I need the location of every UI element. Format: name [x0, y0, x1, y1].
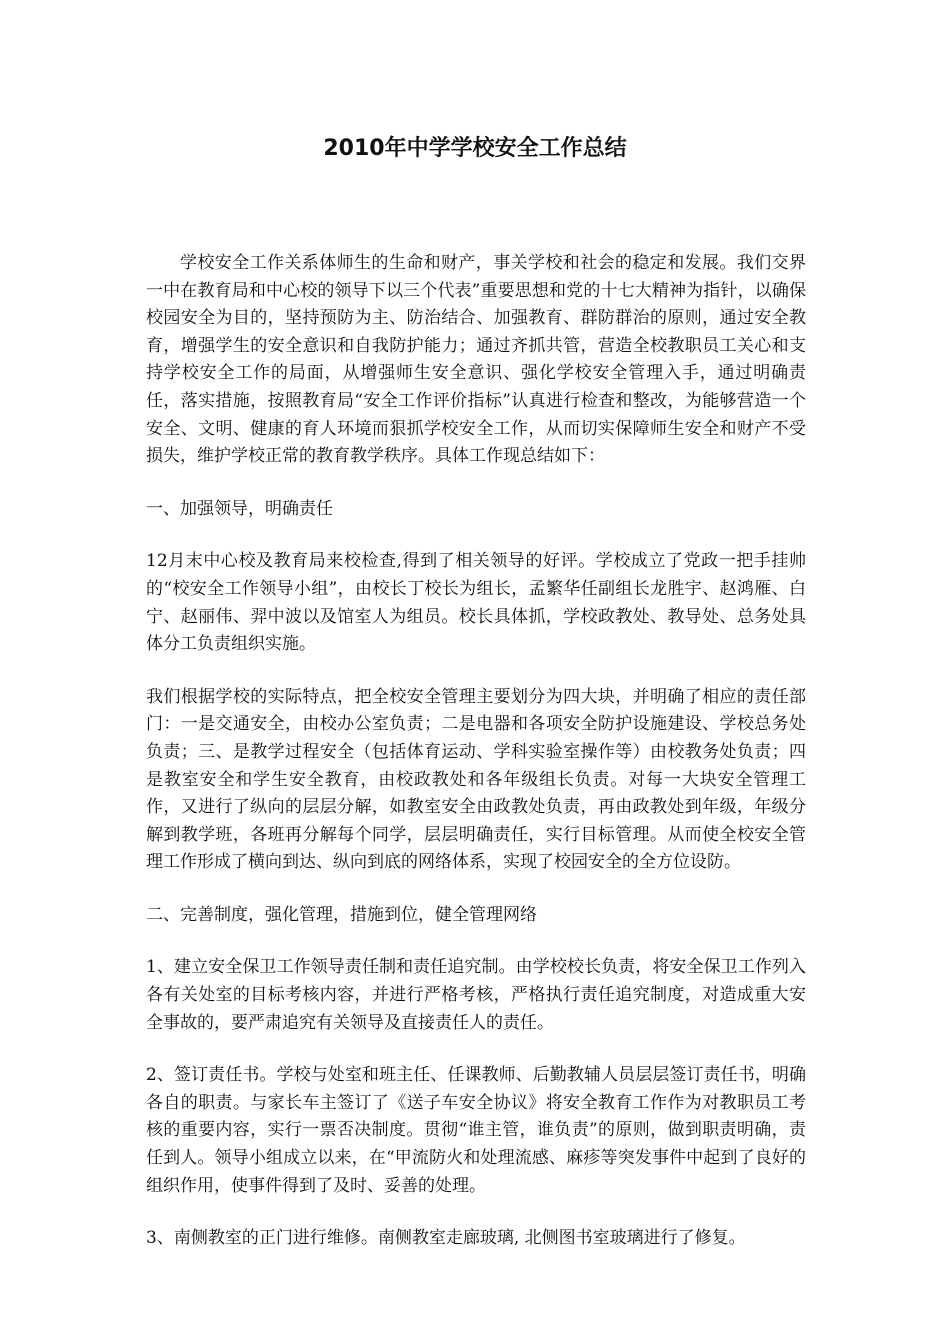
paragraph-item-3: 3、南侧教室的正门进行维修。南侧教室走廊玻璃, 北侧图书室玻璃进行了修复。	[146, 1228, 746, 1249]
document-title: 2010年中学学校安全工作总结	[323, 136, 627, 161]
section-heading-2: 二、完善制度，强化管理，措施到位，健全管理网络	[146, 904, 537, 925]
paragraph-intro: 学校安全工作关系体师生的生命和财产，事关学校和社会的稳定和发展。我们交界一中在教育局和中心校的领导下以三个代表”重要思想和党的十七大精神为指针，以确保校园安全为目的，坚持预防为主、防治结合、加强教育、群防群治的原则，通过安全教育，增强学生的安全意识和自我防护能力；通过齐抓共管，营造全校教职员工关心和支持学校安全工作的局面，从增强师生安全意识、强化学校安全管理入手，通过明确责任，落实措施，按照教育局“安全工作评价指标”认真进行检查和整改，为能够营造一个安全、文明、健康的育人环境而狠抓学校安全工作，从而切实保障师生安全和财产不受损失，维护学校正常的教育教学秩序。具体工作现总结如下：	[146, 253, 806, 467]
paragraph-item-1: 1、建立安全保卫工作领导责任制和责任追究制。由学校校长负责，将安全保卫工作列入各有关处室的目标考核内容，并进行严格考核，严格执行责任追究制度，对造成重大安全事故的，要严肃追究有关领导及直接责任人的责任。	[146, 957, 806, 1033]
document-body	[146, 250, 806, 1278]
paragraph-responsibility: 我们根据学校的实际特点，把全校安全管理主要划分为四大块，并明确了相应的责任部门：一是交通安全，由校办公室负责；二是电器和各项安全防护设施建设、学校总务处负责；三、是教学过程安全（包括体育运动、学科实验室操作等）由校教务处负责；四是教室安全和学生安全教育，由校政教处和各年级组长负责。对每一大块安全管理工作，又进行了纵向的层层分解，如教室安全由政教处负责，再由政教处到年级，年级分解到教学班，各班再分解每个同学，层层明确责任，实行目标管理。从而使全校安全管理工作形成了横向到达、纵向到底的网络体系，实现了校园安全的全方位设防。	[146, 686, 806, 873]
section-heading-1: 一、加强领导，明确责任	[146, 498, 333, 519]
paragraph-leadership: 12月末中心校及教育局来校检查,得到了相关领导的好评。学校成立了党政一把手挂帅的“校安全工作领导小组”，由校长丁校长为组长，孟繁华任副组长龙胜宇、赵鸿雁、白宁、赵丽伟、羿中波以及馆室人为组员。校长具体抓，学校政教处、教导处、总务处具体分工负责组织实施。	[146, 551, 806, 655]
paragraph-item-2: 2、签订责任书。学校与处室和班主任、任课教师、后勤教辅人员层层签订责任书，明确各自的职责。与家长车主签订了《送子车安全协议》将安全教育工作作为对教职员工考核的重要内容，实行一票否决制度。贯彻“谁主管，谁负责”的原则，做到职责明确，责任到人。领导小组成立以来，在“甲流防火和处理流感、麻疹等突发事件中起到了良好的组织作用，使事件得到了及时、妥善的处理。	[146, 1065, 806, 1196]
